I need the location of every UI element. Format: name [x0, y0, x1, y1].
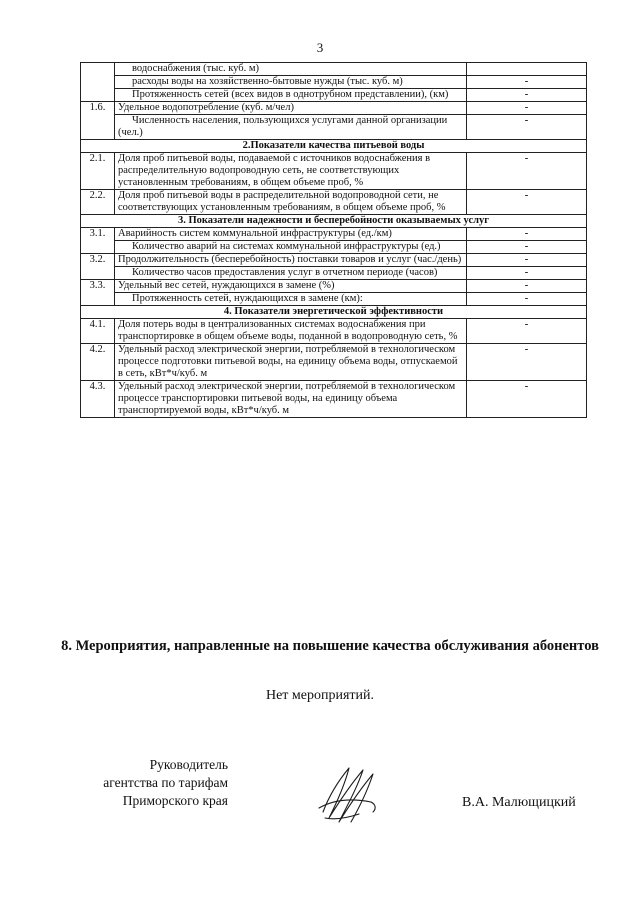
table-row: [81, 102, 587, 115]
row-value: -: [467, 190, 587, 215]
table-row: [81, 115, 587, 140]
table-row: [81, 241, 587, 254]
signer-position-line: Руководитель: [149, 757, 228, 772]
row-description: расходы воды на хозяйственно-бытовые нужды (тыс. куб. м): [115, 76, 467, 89]
row-value: [467, 63, 587, 76]
signer-position-line: Приморского края: [122, 793, 228, 808]
signer-name: В.А. Малющицкий: [462, 795, 576, 810]
row-value: -: [467, 254, 587, 267]
row-description: Аварийность систем коммунальной инфраструктуры (ед./км): [115, 228, 467, 241]
table-row: [81, 63, 587, 76]
indicators-table: [80, 62, 587, 418]
row-description: Удельный вес сетей, нуждающихся в замене (%): [115, 280, 467, 293]
section-8-heading: 8. Мероприятия, направленные на повышение качества обслуживания абонентов: [61, 638, 599, 654]
table-row: [81, 280, 587, 293]
table-row: [81, 381, 587, 418]
table-row: [81, 254, 587, 267]
table-row: [81, 89, 587, 102]
table-row: [81, 319, 587, 344]
section-title: 2.Показатели качества питьевой воды: [81, 140, 587, 153]
row-value: -: [467, 381, 587, 418]
row-number: 4.1.: [81, 319, 115, 344]
page-number: 3: [316, 40, 324, 55]
row-description: Доля проб питьевой воды, подаваемой с источников водоснабжения в распределительную водопроводную сеть, не соответствующих установленным требованиям, в общем объеме проб, %: [115, 153, 467, 190]
table-row: [81, 228, 587, 241]
row-description: Протяженность сетей, нуждающихся в замене (км):: [115, 293, 467, 306]
section-row: [81, 140, 587, 153]
signer-position-line: агентства по тарифам: [103, 775, 228, 790]
table-row: [81, 293, 587, 306]
row-value: -: [467, 319, 587, 344]
no-measures-text: Нет мероприятий.: [265, 688, 375, 703]
row-value: -: [467, 280, 587, 293]
table-row: [81, 344, 587, 381]
row-value: -: [467, 267, 587, 280]
section-title: 4. Показатели энергетической эффективности: [81, 306, 587, 319]
row-description: Численность населения, пользующихся услугами данной организации (чел.): [115, 115, 467, 140]
row-description: водоснабжения (тыс. куб. м): [115, 63, 467, 76]
row-number: 2.2.: [81, 190, 115, 215]
table-row: [81, 153, 587, 190]
row-value: -: [467, 115, 587, 140]
signer-position: [78, 756, 228, 810]
handwritten-signature: [315, 762, 385, 828]
row-value: -: [467, 241, 587, 254]
table-row: [81, 190, 587, 215]
row-description: Доля проб питьевой воды в распределительной водопроводной сети, не соответствующих установленным требованиям, в общем объеме проб, %: [115, 190, 467, 215]
row-value: -: [467, 153, 587, 190]
row-description: Количество аварий на системах коммунальной инфраструктуры (ед.): [115, 241, 467, 254]
row-value: -: [467, 293, 587, 306]
row-number: 2.1.: [81, 153, 115, 190]
row-description: Удельное водопотребление (куб. м/чел): [115, 102, 467, 115]
row-number: 4.3.: [81, 381, 115, 418]
row-description: Продолжительность (бесперебойность) поставки товаров и услуг (час./день): [115, 254, 467, 267]
section-title: 3. Показатели надежности и бесперебойности оказываемых услуг: [81, 215, 587, 228]
row-value: -: [467, 89, 587, 102]
table-row: [81, 76, 587, 89]
row-number: 3.2.: [81, 254, 115, 280]
row-value: -: [467, 76, 587, 89]
row-number: 4.2.: [81, 344, 115, 381]
row-number: 3.1.: [81, 228, 115, 254]
section-row: [81, 306, 587, 319]
row-number: [81, 63, 115, 102]
row-value: -: [467, 102, 587, 115]
row-description: Протяженность сетей (всех видов в однотрубном представлении), (км): [115, 89, 467, 102]
row-value: -: [467, 228, 587, 241]
row-number: 3.3.: [81, 280, 115, 306]
row-value: -: [467, 344, 587, 381]
section-row: [81, 215, 587, 228]
row-description: Доля потерь воды в централизованных системах водоснабжения при транспортировке в общем объеме воды, поданной в водопроводную сеть, %: [115, 319, 467, 344]
row-description: Удельный расход электрической энергии, потребляемой в технологическом процессе подготовки питьевой воды, на единицу объема воды, отпускаемой в сеть, кВт*ч/куб. м: [115, 344, 467, 381]
row-number: 1.6.: [81, 102, 115, 140]
row-description: Удельный расход электрической энергии, потребляемой в технологическом процессе транспортировки питьевой воды, на единицу объема транспортируемой воды, кВт*ч/куб. м: [115, 381, 467, 418]
table-row: [81, 267, 587, 280]
row-description: Количество часов предоставления услуг в отчетном периоде (часов): [115, 267, 467, 280]
